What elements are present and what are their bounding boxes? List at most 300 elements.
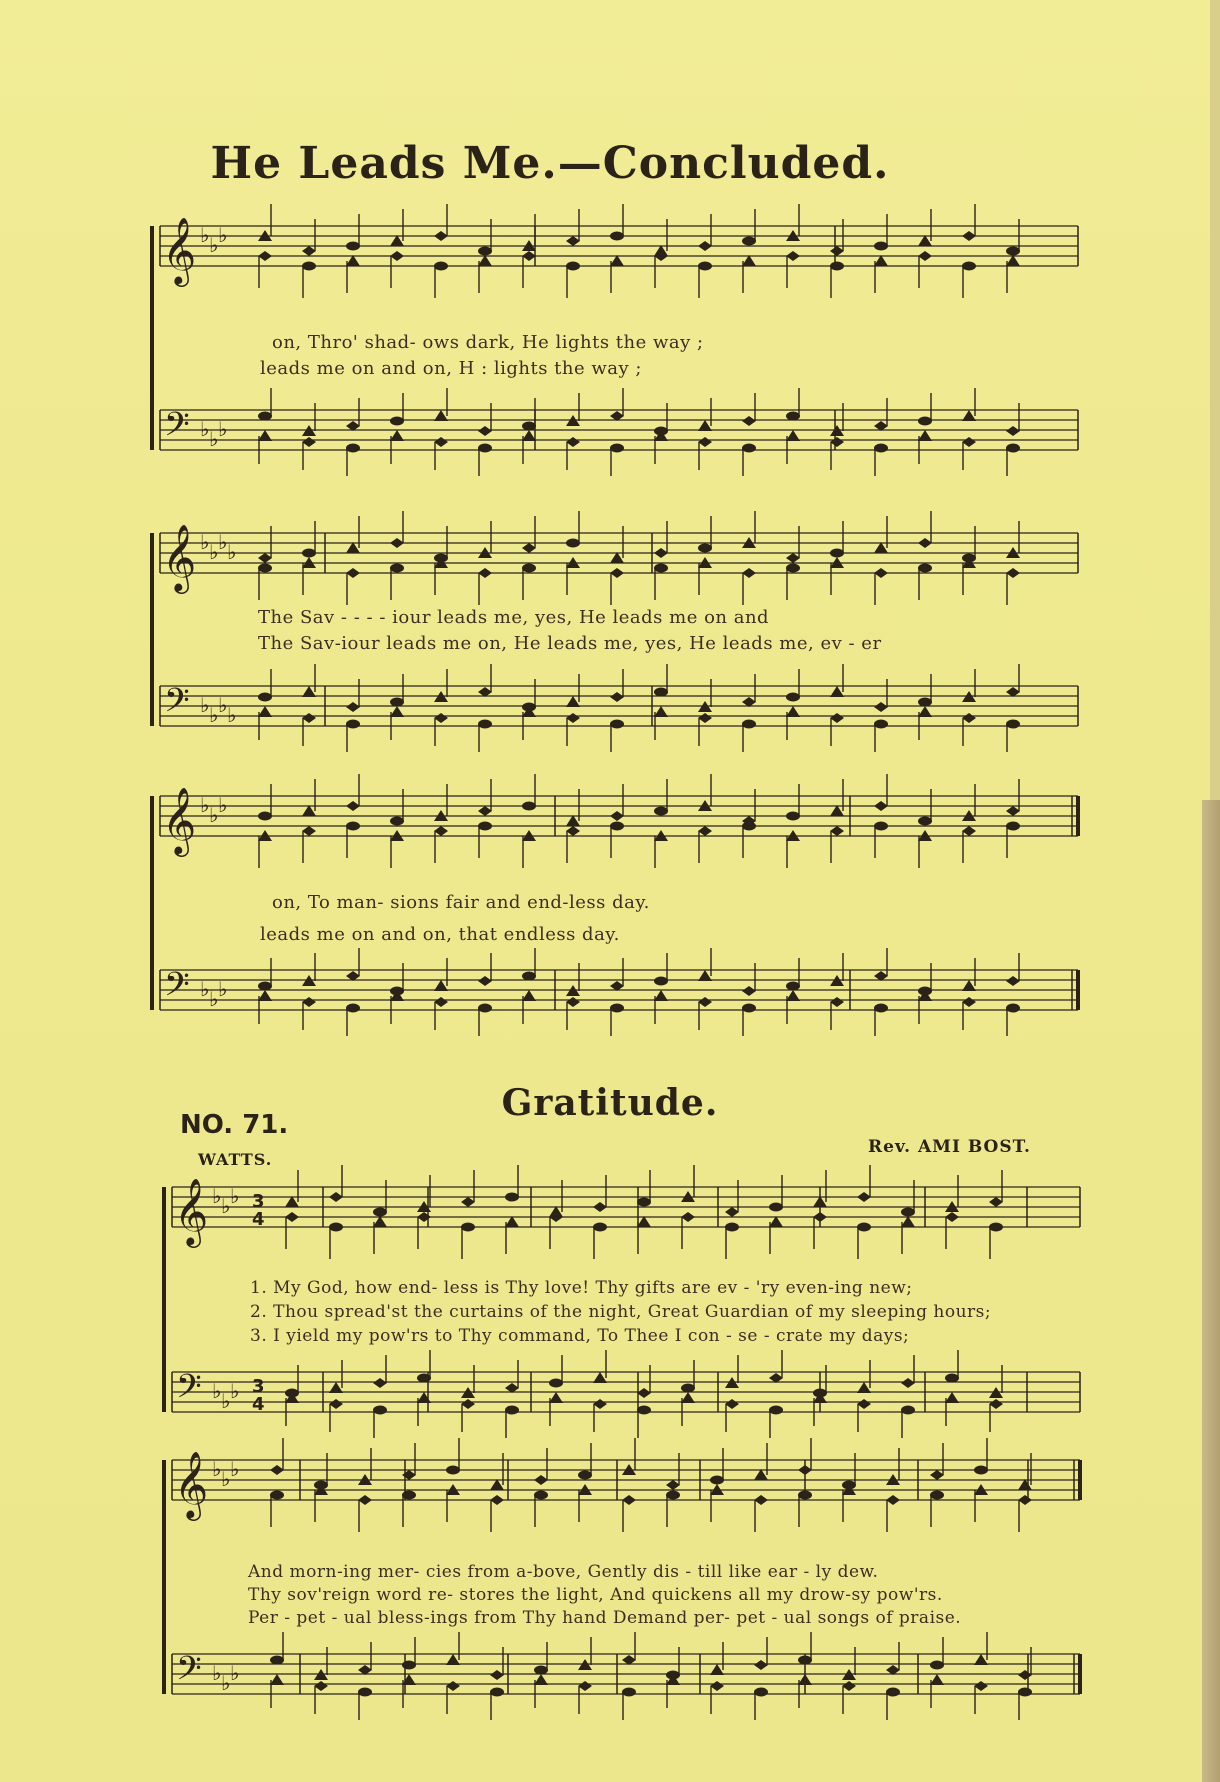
flat-sign: ♭: [230, 1457, 240, 1481]
note-head: [566, 236, 580, 246]
note-head: [710, 1476, 724, 1485]
note-head: [830, 262, 844, 271]
note-head: [830, 686, 844, 697]
note-head: [874, 444, 888, 453]
note-head: [813, 1212, 827, 1222]
note-head: [874, 542, 888, 553]
flat-sign: ♭: [200, 693, 210, 717]
note-head: [1006, 247, 1020, 256]
note-head: [461, 1223, 475, 1232]
note-head: [754, 1688, 768, 1697]
note-head: [478, 444, 492, 453]
note-head: [610, 255, 624, 266]
note-head: [742, 416, 756, 426]
note-head: [390, 235, 404, 246]
note-head: [534, 1666, 548, 1675]
flat-sign: ♭: [221, 1194, 231, 1218]
note-head: [654, 564, 668, 573]
note-head: [593, 1372, 607, 1383]
note-head: [754, 1495, 768, 1505]
flat-sign: ♭: [227, 703, 237, 727]
lyric-line: leads me on and on, H : lights the way ;: [260, 358, 642, 379]
note-head: [874, 255, 888, 266]
note-head: [478, 247, 492, 256]
note-head: [742, 444, 756, 453]
note-head: [698, 437, 712, 447]
note-head: [302, 262, 316, 271]
note-head: [434, 231, 448, 241]
note-head: [578, 1681, 592, 1691]
flat-sign: ♭: [209, 803, 219, 827]
flat-sign: ♭: [209, 987, 219, 1011]
note-head: [534, 1475, 548, 1485]
flat-sign: ♭: [212, 1379, 222, 1403]
time-signature-bottom: 4: [252, 1209, 265, 1230]
flat-sign: ♭: [218, 693, 228, 717]
note-head: [302, 826, 316, 836]
flat-sign: ♭: [209, 233, 219, 257]
note-head: [446, 1466, 460, 1475]
note-head: [534, 1491, 548, 1500]
note-head: [962, 262, 976, 271]
note-head: [329, 1223, 343, 1232]
note-head: [610, 720, 624, 729]
note-head: [857, 1223, 871, 1232]
note-head: [478, 426, 492, 436]
note-head: [1006, 806, 1020, 816]
note-head: [654, 706, 668, 717]
note-head: [962, 713, 976, 723]
note-head: [945, 1392, 959, 1403]
note-head: [769, 1406, 783, 1415]
note-head: [698, 544, 712, 553]
note-head: [302, 686, 316, 697]
bass-clef: 𝄢: [164, 966, 190, 1012]
note-head: [857, 1382, 871, 1393]
bass-clef: 𝄢: [164, 406, 190, 452]
note-head: [549, 1379, 563, 1388]
note-head: [857, 1192, 871, 1202]
note-head: [258, 553, 272, 563]
note-head: [490, 1670, 504, 1680]
note-head: [478, 720, 492, 729]
flat-sign: ♭: [230, 1661, 240, 1685]
note-head: [258, 430, 272, 441]
note-head: [962, 231, 976, 241]
flat-sign: ♭: [230, 1379, 240, 1403]
note-head: [490, 1495, 504, 1505]
flat-sign: ♭: [221, 1671, 231, 1695]
hymn-title: Gratitude.: [501, 1082, 719, 1124]
lyric-line: 2. Thou spread'st the curtains of the night, Great Guardian of my sleeping hours;: [250, 1302, 992, 1322]
note-head: [346, 255, 360, 266]
flat-sign: ♭: [230, 1184, 240, 1208]
note-head: [742, 822, 756, 831]
note-head: [786, 812, 800, 821]
note-head: [373, 1216, 387, 1227]
note-head: [478, 976, 492, 986]
note-head: [402, 1470, 416, 1480]
note-head: [874, 568, 888, 578]
note-head: [358, 1688, 372, 1697]
note-head: [918, 235, 932, 246]
note-head: [962, 997, 976, 1007]
page-title: He Leads Me.—Concluded.: [210, 138, 890, 189]
note-head: [654, 688, 668, 697]
flat-sign: ♭: [209, 703, 219, 727]
flat-sign: ♭: [200, 977, 210, 1001]
note-head: [478, 1004, 492, 1013]
note-head: [314, 1681, 328, 1691]
note-head: [329, 1382, 343, 1393]
note-head: [681, 1212, 695, 1222]
note-head: [566, 539, 580, 548]
note-head: [302, 713, 316, 723]
note-head: [874, 242, 888, 251]
note-head: [417, 1374, 431, 1383]
note-head: [1006, 976, 1020, 986]
note-head: [566, 997, 580, 1007]
note-head: [258, 706, 272, 717]
note-head: [346, 801, 360, 811]
note-head: [566, 696, 580, 707]
note-head: [786, 564, 800, 573]
note-head: [505, 1193, 519, 1202]
bass-clef: 𝄢: [176, 1650, 202, 1696]
note-head: [505, 1216, 519, 1227]
note-head: [798, 1491, 812, 1500]
note-head: [830, 805, 844, 816]
flat-sign: ♭: [221, 1467, 231, 1491]
note-head: [698, 713, 712, 723]
note-head: [402, 1491, 416, 1500]
note-head: [654, 990, 668, 1001]
note-head: [566, 826, 580, 836]
note-head: [786, 412, 800, 421]
note-head: [270, 1491, 284, 1500]
note-head: [434, 262, 448, 271]
note-head: [962, 980, 976, 991]
note-head: [417, 1392, 431, 1403]
note-head: [742, 568, 756, 578]
note-head: [390, 538, 404, 548]
note-head: [786, 990, 800, 1001]
note-head: [390, 430, 404, 441]
note-head: [798, 1656, 812, 1665]
note-head: [874, 702, 888, 712]
note-head: [390, 698, 404, 707]
note-head: [434, 997, 448, 1007]
flat-sign: ♭: [218, 793, 228, 817]
note-head: [522, 802, 536, 811]
note-head: [390, 251, 404, 261]
hymn-author: WATTS.: [198, 1150, 273, 1169]
note-head: [402, 1661, 416, 1670]
note-head: [446, 1681, 460, 1691]
note-head: [478, 822, 492, 831]
note-head: [1006, 255, 1020, 266]
note-head: [346, 568, 360, 578]
lyric-line: on, To man- sions fair and end-less day.: [272, 892, 650, 913]
note-head: [742, 1004, 756, 1013]
note-head: [390, 817, 404, 826]
lyric-line: 1. My God, how end- less is Thy love! Thy gifts are ev - 'ry even-ing new;: [250, 1278, 913, 1298]
lyric-line: on, Thro' shad- ows dark, He lights the way ;: [272, 332, 704, 353]
note-head: [258, 412, 272, 421]
note-head: [666, 1491, 680, 1500]
note-head: [918, 564, 932, 573]
note-head: [302, 805, 316, 816]
note-head: [302, 997, 316, 1007]
note-head: [549, 1212, 563, 1222]
note-head: [302, 437, 316, 447]
lyric-line: The Sav - - - - iour leads me, yes, He leads me on and: [258, 607, 770, 628]
note-head: [534, 1674, 548, 1685]
note-head: [346, 1004, 360, 1013]
note-head: [786, 553, 800, 563]
note-head: [434, 410, 448, 421]
note-head: [358, 1495, 372, 1505]
note-head: [446, 1654, 460, 1665]
note-head: [725, 1223, 739, 1232]
note-head: [258, 982, 272, 991]
note-head: [918, 817, 932, 826]
note-head: [974, 1681, 988, 1691]
note-head: [830, 246, 844, 256]
note-head: [698, 241, 712, 251]
note-head: [769, 1216, 783, 1227]
note-head: [302, 549, 316, 558]
note-head: [593, 1223, 607, 1232]
lyric-line: 3. I yield my pow'rs to Thy command, To Thee I con - se - crate my days;: [250, 1326, 910, 1346]
note-head: [490, 1479, 504, 1490]
treble-clef: 𝄞: [162, 216, 197, 284]
note-head: [681, 1384, 695, 1393]
note-head: [346, 542, 360, 553]
note-head: [874, 801, 888, 811]
note-head: [285, 1212, 299, 1222]
note-head: [666, 1480, 680, 1490]
note-head: [742, 237, 756, 246]
lyric-line: Thy sov'reign word re- stores the light, And quickens all my drow-sy pow'rs.: [248, 1585, 943, 1605]
note-head: [1006, 822, 1020, 831]
note-head: [857, 1399, 871, 1409]
flat-sign: ♭: [209, 540, 219, 564]
note-head: [918, 698, 932, 707]
note-head: [610, 1004, 624, 1013]
note-head: [930, 1661, 944, 1670]
note-head: [742, 720, 756, 729]
note-head: [1018, 1479, 1032, 1490]
note-head: [842, 1681, 856, 1691]
note-head: [270, 1656, 284, 1665]
note-head: [593, 1202, 607, 1212]
note-head: [549, 1392, 563, 1403]
note-head: [622, 1495, 636, 1505]
note-head: [874, 720, 888, 729]
treble-clef: 𝄞: [162, 523, 197, 591]
note-head: [258, 251, 272, 261]
note-head: [522, 251, 536, 261]
note-head: [478, 255, 492, 266]
note-head: [258, 564, 272, 573]
note-head: [962, 826, 976, 836]
note-head: [610, 568, 624, 578]
note-head: [1018, 1495, 1032, 1505]
note-head: [1006, 720, 1020, 729]
hymn-number: NO. 71.: [180, 1110, 289, 1140]
note-head: [346, 720, 360, 729]
note-head: [637, 1388, 651, 1398]
bass-clef: 𝄢: [176, 1368, 202, 1414]
note-head: [945, 1212, 959, 1222]
note-head: [786, 982, 800, 991]
note-head: [654, 977, 668, 986]
hymn-composer: Rev. AMI BOST.: [868, 1137, 1031, 1157]
note-head: [989, 1399, 1003, 1409]
note-head: [710, 1664, 724, 1675]
flat-sign: ♭: [200, 793, 210, 817]
note-head: [270, 1674, 284, 1685]
flat-sign: ♭: [227, 540, 237, 564]
time-signature-bottom: 4: [252, 1394, 265, 1415]
note-head: [918, 706, 932, 717]
flat-sign: ♭: [218, 417, 228, 441]
note-head: [434, 437, 448, 447]
note-head: [901, 1208, 915, 1217]
note-head: [1018, 1670, 1032, 1680]
note-head: [346, 444, 360, 453]
note-head: [830, 713, 844, 723]
note-head: [373, 1378, 387, 1388]
note-head: [637, 1198, 651, 1207]
note-head: [830, 826, 844, 836]
note-head: [346, 822, 360, 831]
note-head: [725, 1399, 739, 1409]
note-head: [974, 1466, 988, 1475]
note-head: [918, 417, 932, 426]
note-head: [1006, 568, 1020, 578]
note-head: [710, 1681, 724, 1691]
note-head: [930, 1674, 944, 1685]
note-head: [610, 552, 624, 563]
note-head: [578, 1471, 592, 1480]
note-head: [654, 807, 668, 816]
flat-sign: ♭: [218, 223, 228, 247]
note-head: [434, 980, 448, 991]
note-head: [522, 972, 536, 981]
note-head: [390, 564, 404, 573]
note-head: [754, 1469, 768, 1480]
note-head: [786, 693, 800, 702]
note-head: [945, 1374, 959, 1383]
flat-sign: ♭: [218, 530, 228, 554]
note-head: [1006, 444, 1020, 453]
note-head: [725, 1207, 739, 1217]
note-head: [434, 826, 448, 836]
note-head: [901, 1216, 915, 1227]
note-head: [610, 811, 624, 821]
note-head: [901, 1378, 915, 1388]
note-head: [918, 430, 932, 441]
flat-sign: ♭: [221, 1389, 231, 1413]
flat-sign: ♭: [209, 427, 219, 451]
note-head: [258, 990, 272, 1001]
note-head: [886, 1688, 900, 1697]
note-head: [989, 1223, 1003, 1232]
note-head: [962, 437, 976, 447]
note-head: [566, 815, 580, 826]
flat-sign: ♭: [200, 530, 210, 554]
lyric-line: leads me on and on, that endless day.: [260, 924, 620, 945]
note-head: [1006, 426, 1020, 436]
note-head: [786, 430, 800, 441]
note-head: [461, 1399, 475, 1409]
note-head: [593, 1399, 607, 1409]
lyric-line: And morn-ing mer- cies from a-bove, Gently dis - till like ear - ly dew.: [248, 1562, 879, 1582]
note-head: [798, 1674, 812, 1685]
note-head: [566, 262, 580, 271]
note-head: [522, 430, 536, 441]
note-head: [901, 1406, 915, 1415]
note-head: [610, 444, 624, 453]
note-head: [478, 568, 492, 578]
note-head: [786, 706, 800, 717]
note-head: [698, 970, 712, 981]
note-head: [681, 1392, 695, 1403]
note-head: [962, 410, 976, 421]
note-head: [329, 1192, 343, 1202]
note-head: [258, 693, 272, 702]
note-head: [329, 1399, 343, 1409]
flat-sign: ♭: [200, 223, 210, 247]
note-head: [813, 1196, 827, 1207]
flat-sign: ♭: [212, 1457, 222, 1481]
time-signature-top: 3: [252, 1191, 265, 1212]
note-head: [874, 822, 888, 831]
note-head: [769, 1203, 783, 1212]
note-head: [522, 990, 536, 1001]
note-head: [698, 262, 712, 271]
note-head: [302, 246, 316, 256]
note-head: [478, 806, 492, 816]
note-head: [989, 1197, 1003, 1207]
flat-sign: ♭: [218, 977, 228, 1001]
note-head: [930, 1470, 944, 1480]
note-head: [402, 1674, 416, 1685]
note-head: [918, 251, 932, 261]
note-head: [974, 1654, 988, 1665]
note-head: [637, 1216, 651, 1227]
note-head: [505, 1406, 519, 1415]
bass-clef: 𝄢: [164, 682, 190, 728]
note-head: [742, 255, 756, 266]
note-head: [622, 1688, 636, 1697]
note-head: [258, 812, 272, 821]
note-head: [285, 1196, 299, 1207]
note-head: [786, 251, 800, 261]
note-head: [754, 1660, 768, 1670]
note-head: [522, 564, 536, 573]
note-head: [373, 1406, 387, 1415]
note-head: [610, 692, 624, 702]
flat-sign: ♭: [212, 1184, 222, 1208]
note-head: [610, 822, 624, 831]
note-head: [698, 420, 712, 431]
note-head: [610, 232, 624, 241]
note-head: [346, 702, 360, 712]
note-head: [798, 1465, 812, 1475]
